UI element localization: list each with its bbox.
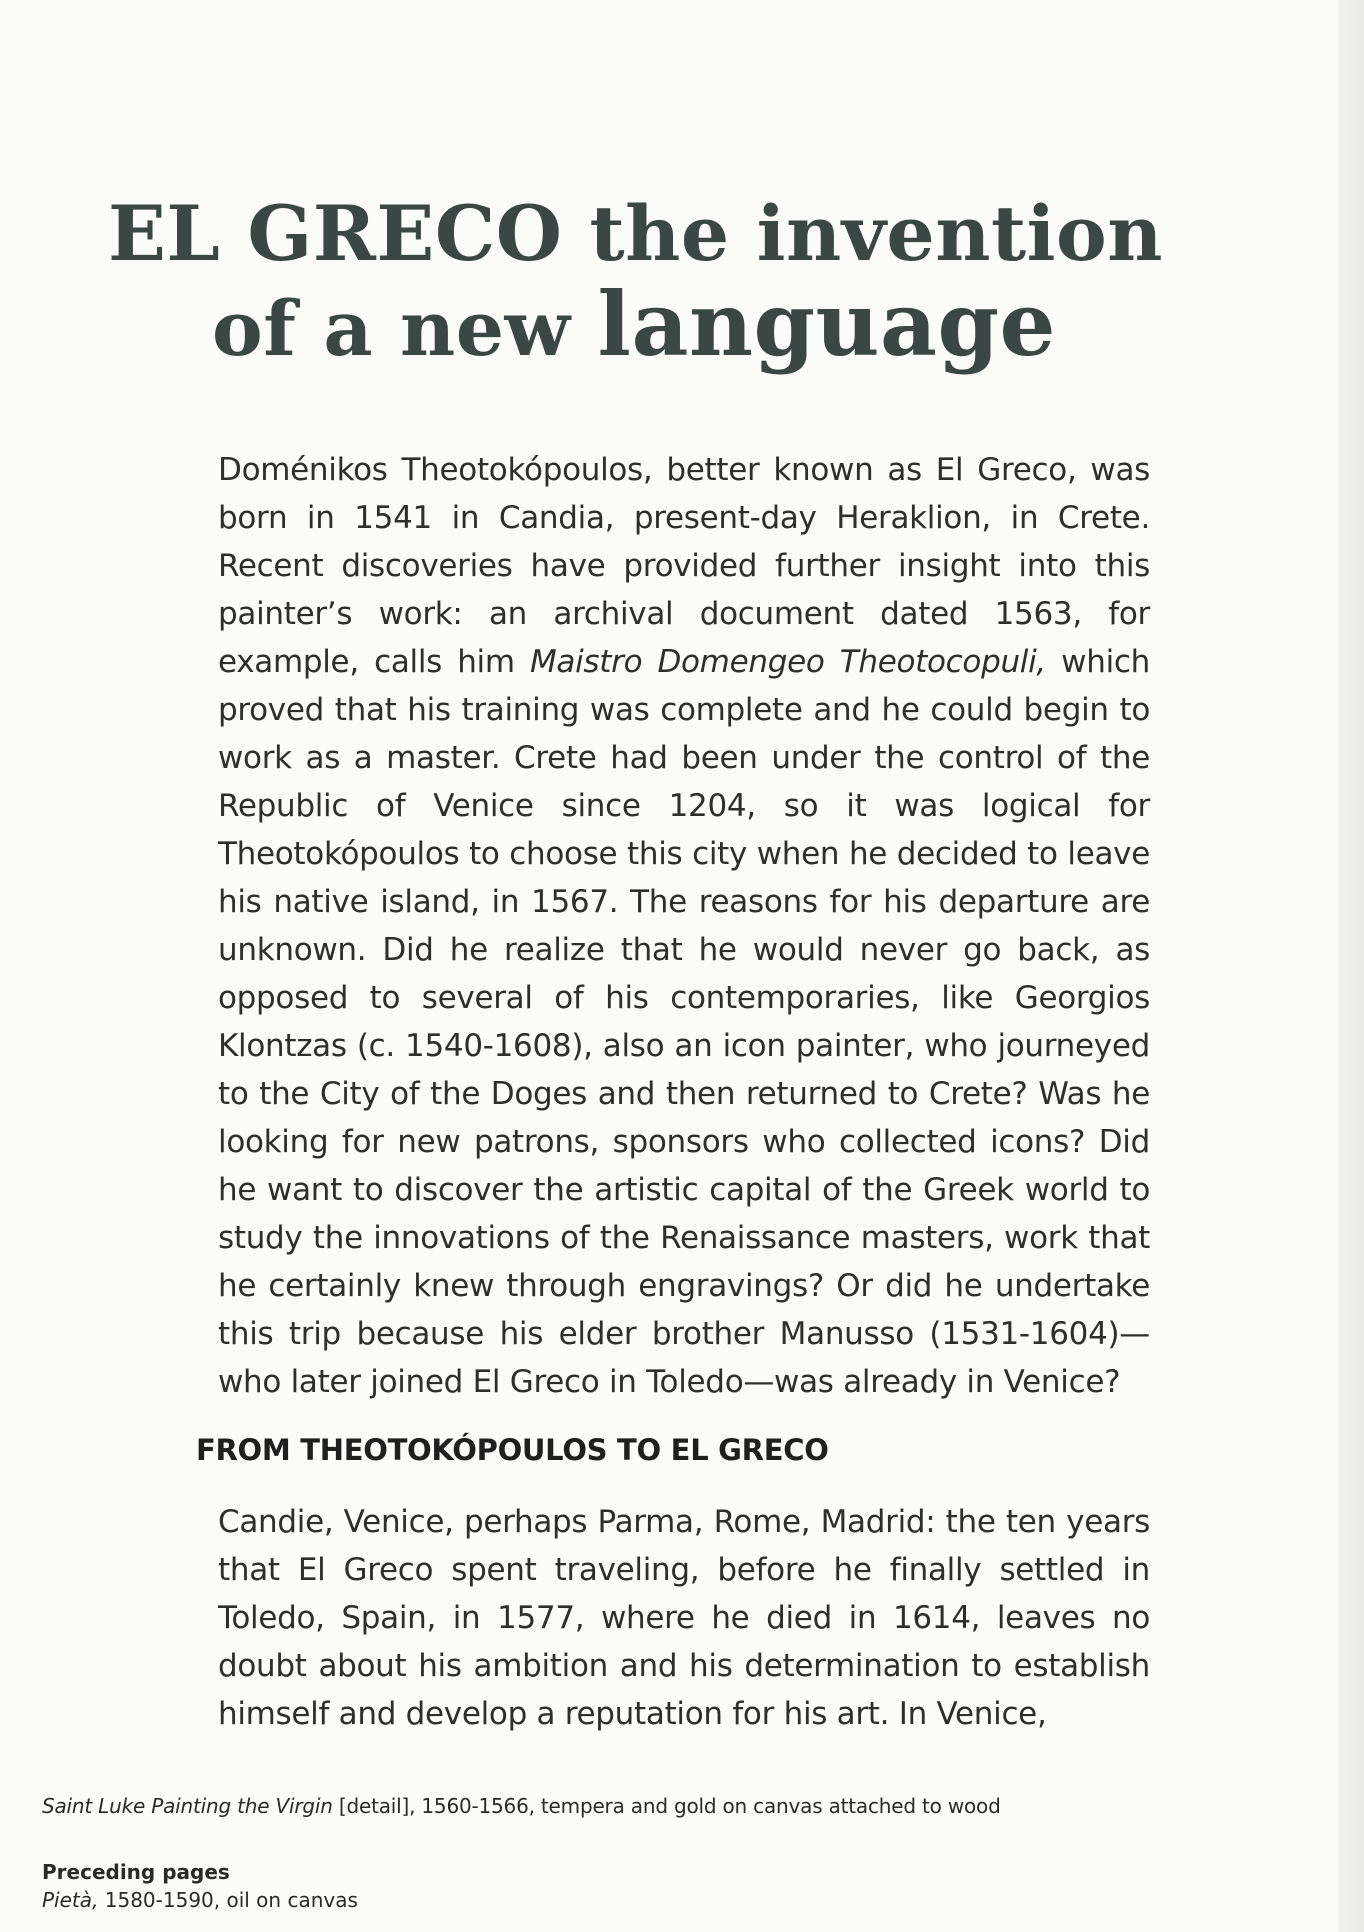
title-el-greco: EL GRECO (108, 189, 563, 278)
title-line-1 (108, 188, 1188, 280)
intro-text-before: Doménikos Theotokópoulos, better known as El Greco, was born in 1541 in Candia, present-day Heraklion, in Crete. Recent discoveries have provided further insight into this painter’s work: an archival document dated 1563, for example, calls him (218, 452, 1150, 680)
title-line-2 (212, 272, 1188, 376)
section-heading: FROM THEOTOKÓPOULOS TO EL GRECO (196, 1433, 829, 1467)
preceding-pages-details: 1580-1590, oil on canvas (98, 1888, 358, 1912)
page-edge (1338, 0, 1364, 1932)
caption-details: [detail], 1560-1566, tempera and gold on canvas attached to wood (332, 1794, 1001, 1818)
intro-paragraph (218, 446, 1150, 1406)
preceding-pages-note (42, 1858, 358, 1914)
preceding-pages-title: Pietà, (42, 1888, 99, 1912)
page-title (108, 188, 1188, 376)
title-language: language (597, 272, 1057, 376)
preceding-pages-label: Preceding pages (42, 1860, 230, 1884)
title-the-invention: the invention (562, 189, 1163, 278)
title-of-a-new: of a new (212, 284, 598, 373)
image-caption (42, 1792, 1001, 1820)
intro-italic-name: Maistro Domengeo Theotocopuli, (529, 644, 1046, 680)
section-paragraph: Candie, Venice, perhaps Parma, Rome, Madrid: the ten years that El Greco spent traveling, before he finally settled in Toledo, Spain, in 1577, where he died in 1614, leaves no doubt about his ambition and his determination to establish himself and develop a reputation for his art. In Venice, (218, 1504, 1150, 1732)
intro-text-after: which proved that his training was complete and he could begin to work as a master. Crete had been under the control of the Republic of Venice since 1204, so it was logical for Theotokópoulos to choose this city when he decided to leave his native island, in 1567. The reasons for his departure are unknown. Did he realize that he would never go back, as opposed to several of his contemporaries, like Georgios Klontzas (c. 1540-1608), also an icon painter, who journeyed to the City of the Doges and then returned to Crete? Was he looking for new patrons, sponsors who collected icons? Did he want to discover the artistic capital of the Greek world to study the innovations of the Renaissance masters, work that he certainly knew through engravings? Or did he undertake this trip because his elder brother Manusso (1531-1604)—who later joined El Greco in Toledo—was already in Venice? (218, 644, 1150, 1400)
caption-title: Saint Luke Painting the Virgin (42, 1794, 333, 1818)
